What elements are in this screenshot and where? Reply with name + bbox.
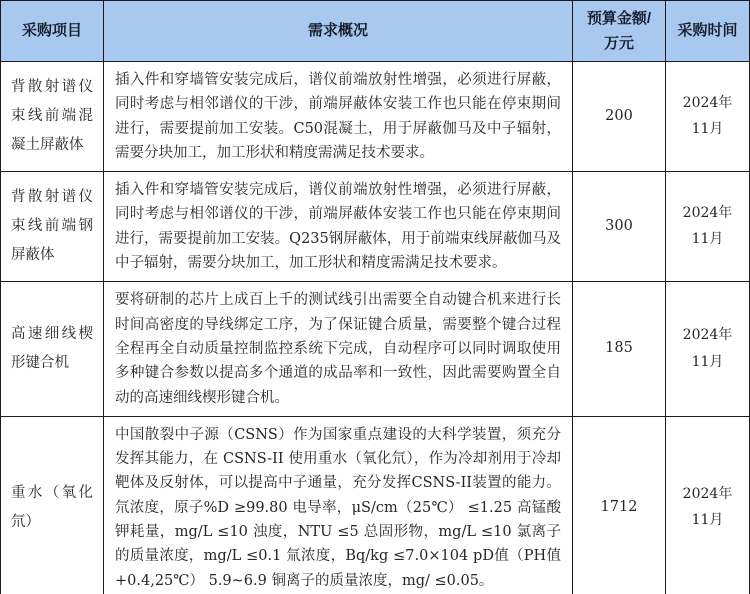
overview-cell [104, 416, 573, 594]
overview-cell [104, 172, 573, 282]
budget-cell [573, 282, 666, 416]
budget-cell [573, 62, 666, 172]
overview-text: 要将研制的芯片上成百上千的测试线引出需要全自动键合机来进行长时间高密度的导线绑定工序，为了保证键合质量，需要整个键合过程全程再全自动质量控制监控系统下完成，自动程序可以同时调取使用多种键合参数以提高多个通道的成品率和一致性，因此需要购置全自动的高速细线楔形键合机。 [115, 292, 561, 406]
header-item-label: 采购项目 [21, 22, 82, 40]
table-row [1, 62, 750, 172]
item-cell [1, 282, 104, 416]
time-cell [666, 172, 750, 282]
time-cell [666, 62, 750, 172]
time-cell [666, 416, 750, 594]
budget-cell [573, 172, 666, 282]
table-row [1, 416, 750, 594]
overview-cell [104, 62, 573, 172]
time-value: 2024年11月 [682, 94, 733, 138]
table-row [1, 282, 750, 416]
budget-value: 300 [605, 218, 633, 234]
item-cell [1, 172, 104, 282]
header-row [1, 1, 750, 62]
header-budget-label: 预算金额/万元 [586, 9, 652, 52]
time-value: 2024年11月 [682, 327, 733, 370]
item-text: 背散射谱仪束线前端混凝土屏蔽体 [11, 79, 93, 154]
header-time-label: 采购时间 [677, 22, 738, 40]
header-cell-item [1, 1, 104, 62]
item-cell [1, 416, 104, 594]
budget-value: 185 [605, 340, 633, 357]
item-text: 重水（氧化氘） [11, 484, 93, 530]
header-cell-time [666, 1, 750, 62]
header-cell-budget [573, 1, 666, 62]
header-cell-overview [104, 1, 573, 62]
budget-cell [573, 416, 666, 594]
item-text: 高速细线楔形键合机 [11, 326, 93, 372]
overview-text: 插入件和穿墙管安装完成后，谱仪前端放射性增强，必须进行屏蔽，同时考虑与相邻谱仪的干涉，前端屏蔽体安装工作也只能在停束期间进行，需要提前加工安装。C50混凝土，用于屏蔽伽马及中子辐射，需要分块加工，加工形状和精度需满足技术要求。 [115, 72, 561, 161]
time-value: 2024年11月 [682, 485, 733, 529]
item-cell [1, 62, 104, 172]
overview-text: 插入件和穿墙管安装完成后，谱仪前端放射性增强，必须进行屏蔽，同时考虑与相邻谱仪的干涉，前端屏蔽体安装工作也只能在停束期间进行，需要提前加工安装。Q235钢屏蔽体，用于前端束线屏蔽伽马及中子辐射，需要分块加工，加工形状和精度需满足技术要求。 [115, 182, 561, 272]
overview-text: 中国散裂中子源（CSNS）作为国家重点建设的大科学装置，须充分发挥其能力，在 CSNS-II 使用重水（氧化氘），作为冷却剂用于冷却靶体及反射体，可以提高中子通量，充分发挥CSNS-II装置的能力。氘浓度，原子%D ≥99.80 电导率，μS/cm（25℃） ≤1.25 高锰酸钾耗量，mg/L ≤10 浊度，NTU ≤5 总固形物，mg/L ≤10 氯离子的质量浓度，mg/L ≤0.1 氚浓度，Bq/kg ≤7.0×104 pD值（PH值+0.4,25℃） 5.9~6.9 铜离子的质量浓度，mg/ ≤0.05。 [115, 426, 561, 589]
time-value: 2024年11月 [682, 204, 733, 248]
header-overview-label: 需求概况 [307, 22, 368, 40]
item-text: 背散射谱仪束线前端钢屏蔽体 [11, 189, 93, 264]
budget-value: 1712 [600, 499, 638, 516]
budget-value: 200 [605, 107, 633, 124]
overview-cell [104, 282, 573, 416]
table-row [1, 172, 750, 282]
time-cell [666, 282, 750, 416]
